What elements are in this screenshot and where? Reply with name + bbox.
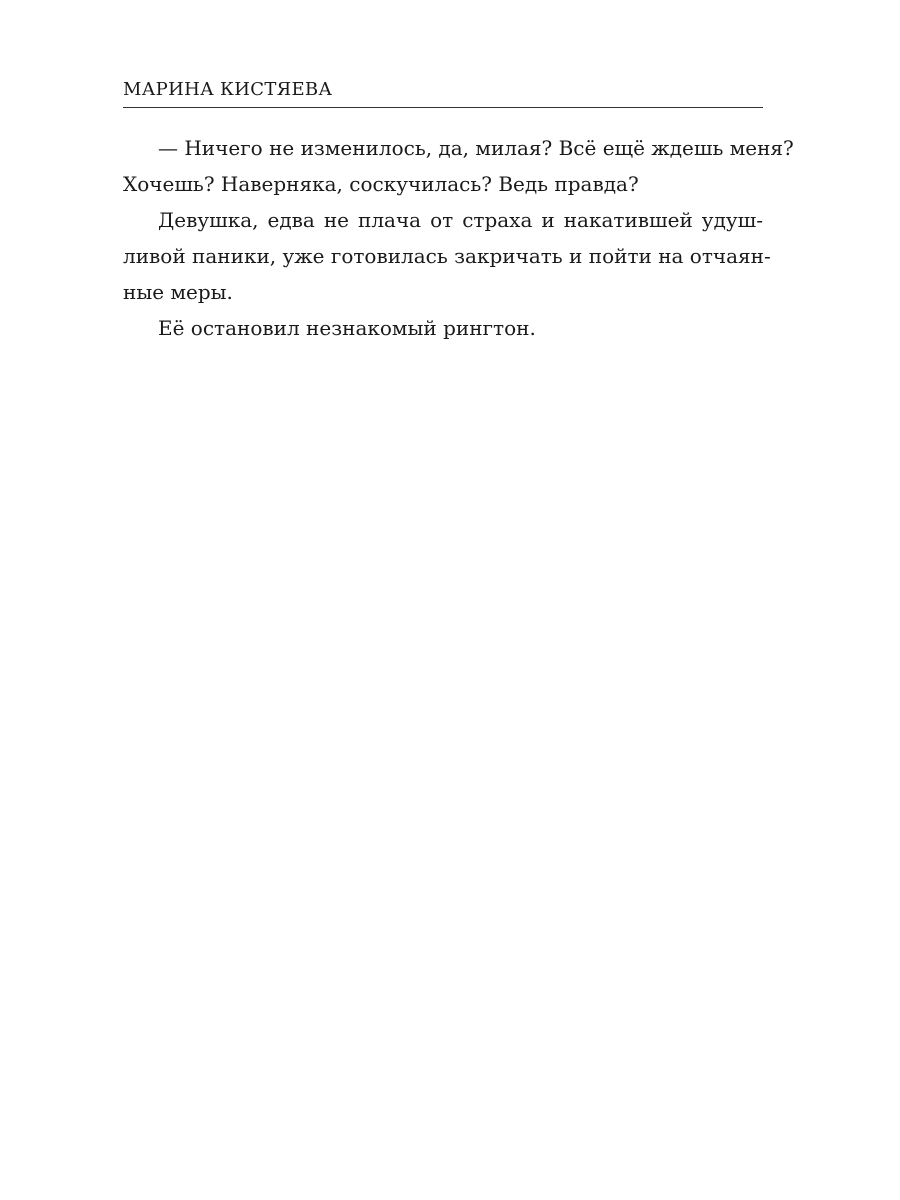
running-header-author: МАРИНА КИСТЯЕВА <box>123 79 333 100</box>
header-divider <box>123 107 763 108</box>
text-line: ные меры. <box>123 280 233 304</box>
book-page <box>123 0 794 1200</box>
text-line: ливой паники, уже готовилась закричать и пойти на отчаян- <box>123 244 771 268</box>
text-line: Хочешь? Наверняка, соскучилась? Ведь правда? <box>123 172 639 196</box>
body-text <box>123 130 794 346</box>
text-line: — Ничего не изменилось, да, милая? Всё ещё ждешь меня? <box>158 136 794 160</box>
text-line: Её остановил незнакомый рингтон. <box>158 316 536 340</box>
text-line: Девушка, едва не плача от страха и накатившей удуш- <box>158 208 763 232</box>
